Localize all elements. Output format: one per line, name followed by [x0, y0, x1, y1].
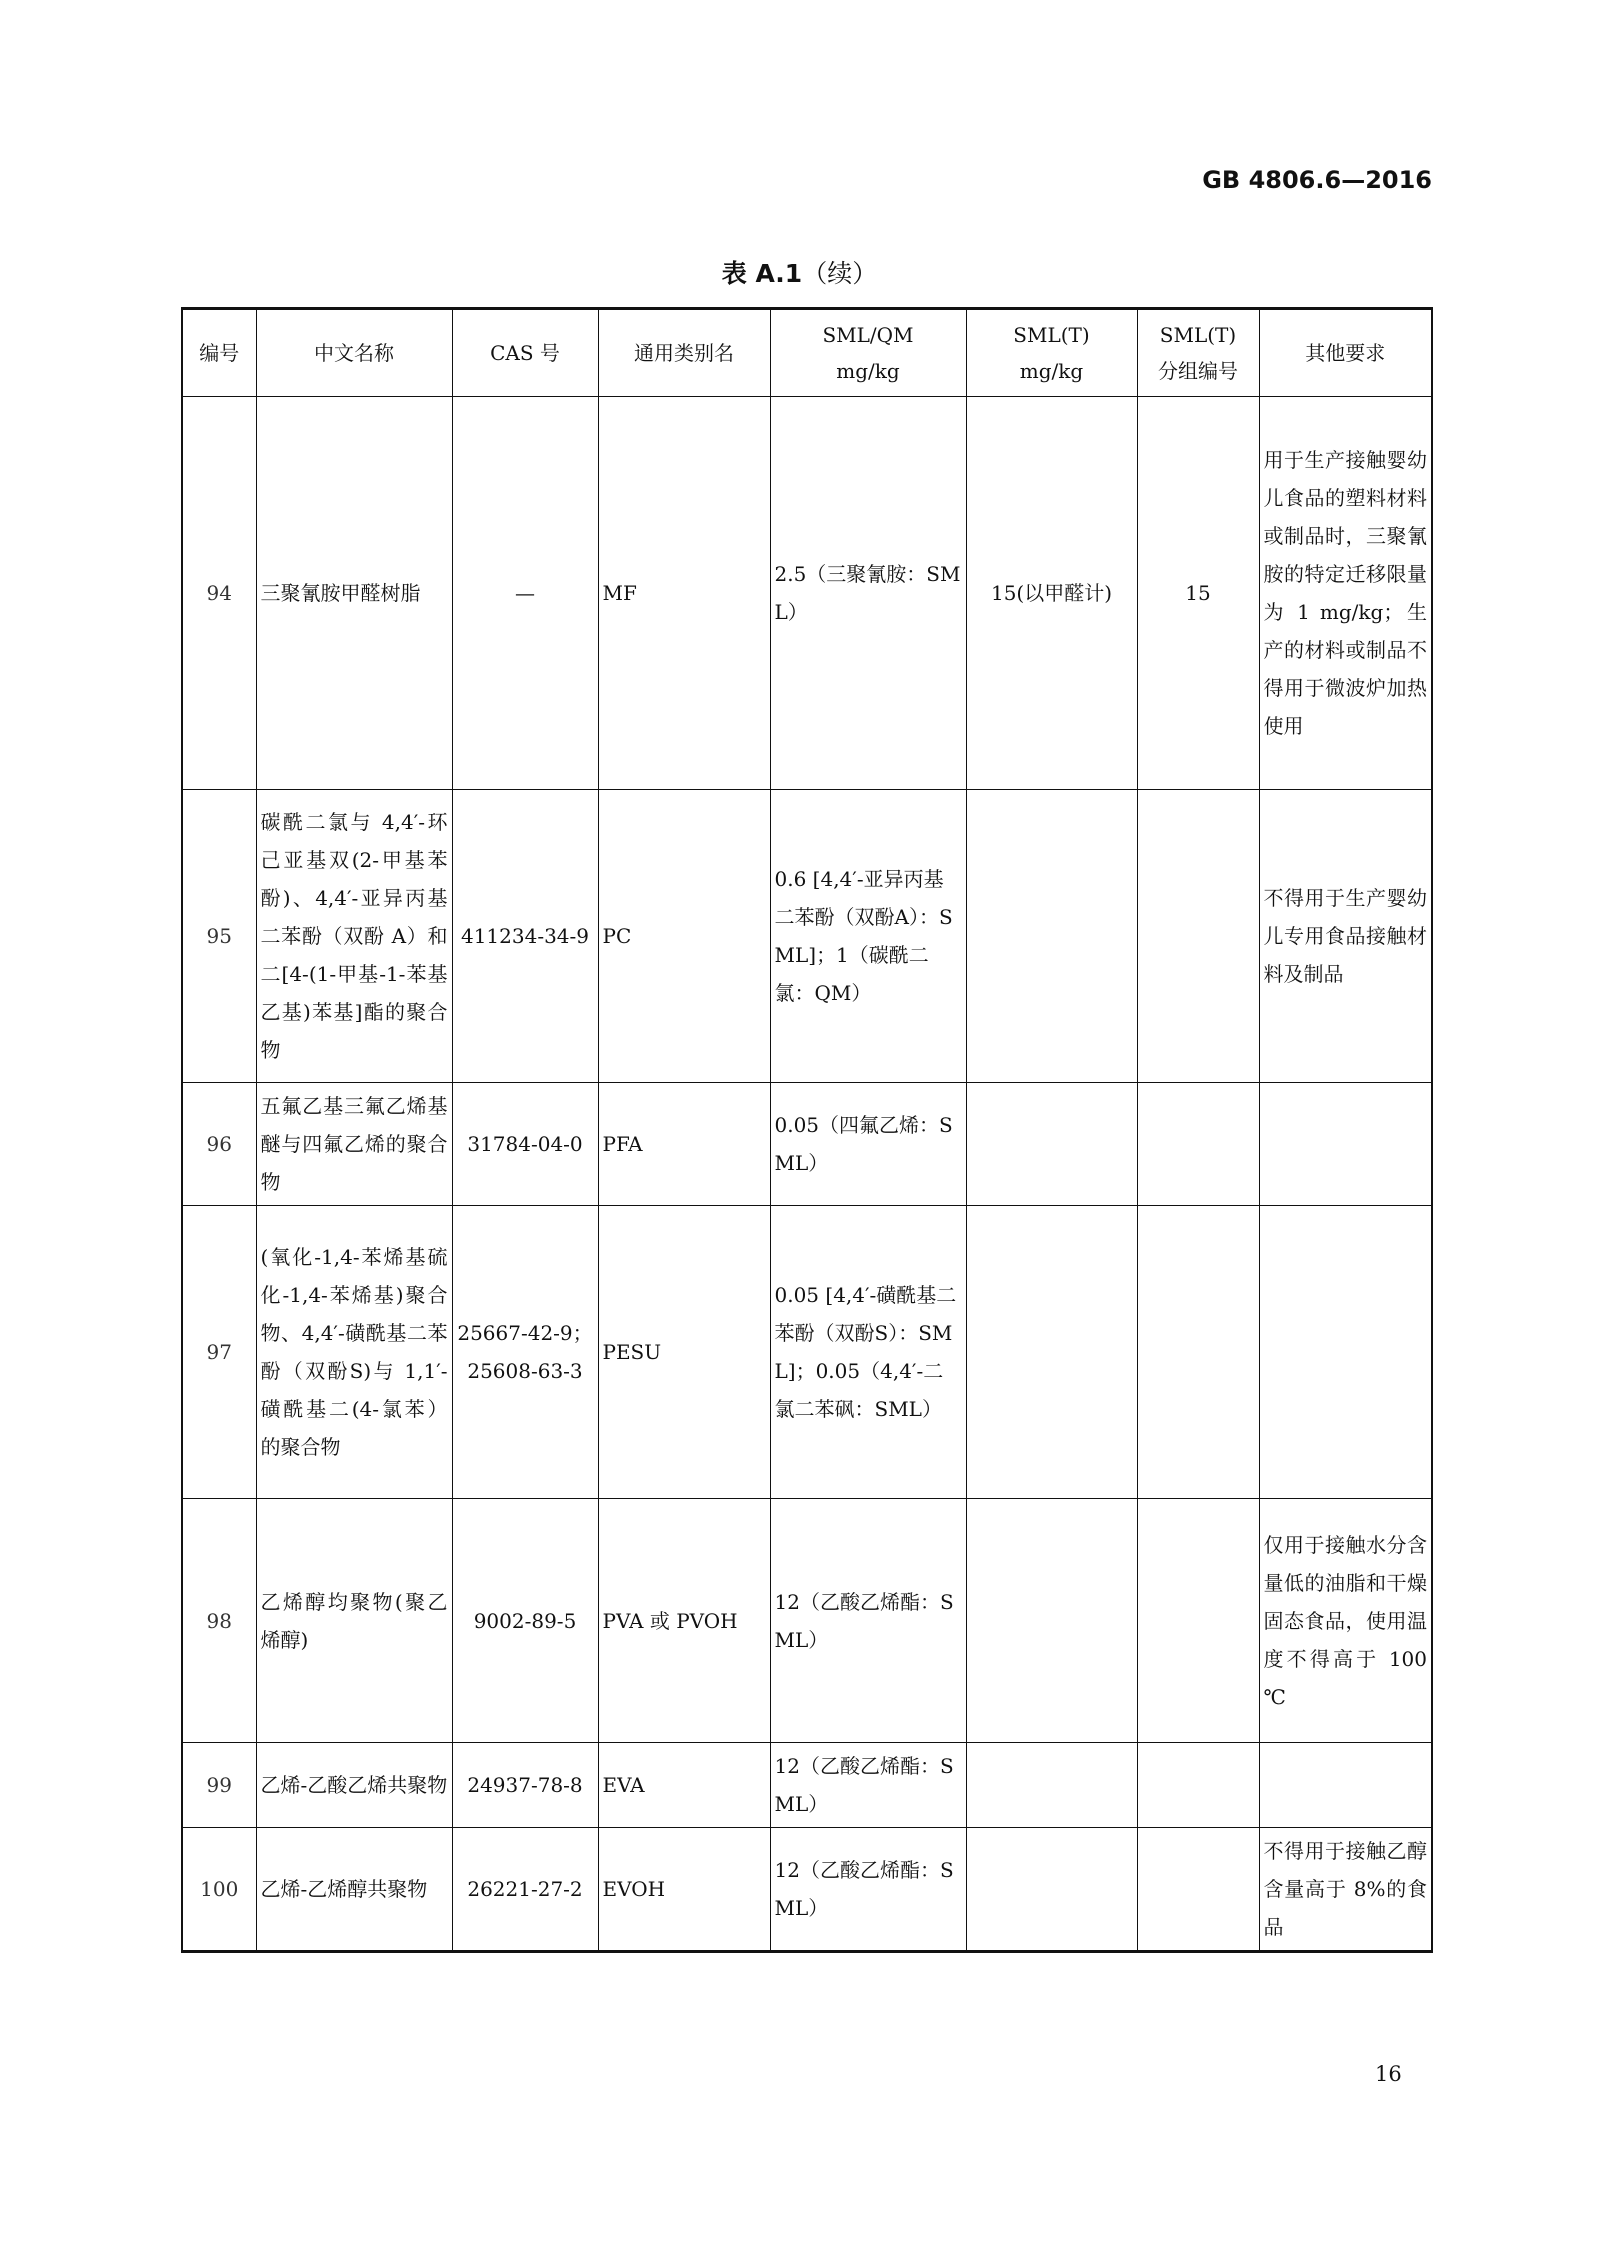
cell-sml-qm: 12（乙酸乙烯酯：SML）: [770, 1743, 966, 1828]
cell-cas: —: [452, 397, 598, 790]
header-num: 编号: [182, 309, 256, 397]
header-other-req: 其他要求: [1259, 309, 1432, 397]
table-row: [182, 1499, 1432, 1743]
cell-num: 99: [182, 1743, 256, 1828]
cell-abbr: PC: [598, 790, 770, 1083]
cell-sml-t: [966, 1499, 1137, 1743]
cell-sml-qm: 12（乙酸乙烯酯：SML）: [770, 1499, 966, 1743]
cell-cas: 25667-42-9；25608-63-3: [452, 1206, 598, 1499]
cell-abbr: MF: [598, 397, 770, 790]
cell-sml-t: [966, 1206, 1137, 1499]
cell-name: 乙烯-乙酸乙烯共聚物: [256, 1743, 452, 1828]
cell-cas: 9002-89-5: [452, 1499, 598, 1743]
header-sml-t-group: SML(T) 分组编号: [1137, 309, 1259, 397]
cell-other-req: 不得用于生产婴幼儿专用食品接触材料及制品: [1259, 790, 1432, 1083]
cell-other-req: [1259, 1083, 1432, 1206]
cell-abbr: PFA: [598, 1083, 770, 1206]
cell-sml-t: 15(以甲醛计): [966, 397, 1137, 790]
header-cas: CAS 号: [452, 309, 598, 397]
table-title: [0, 254, 1599, 290]
cell-other-req: [1259, 1743, 1432, 1828]
table-row: [182, 397, 1432, 790]
cell-cas: 26221-27-2: [452, 1828, 598, 1952]
cell-name: 乙烯-乙烯醇共聚物: [256, 1828, 452, 1952]
cell-sml-t-group: 15: [1137, 397, 1259, 790]
cell-cas: 24937-78-8: [452, 1743, 598, 1828]
cell-sml-t: [966, 1743, 1137, 1828]
table-header-row: [182, 309, 1432, 397]
header-name: 中文名称: [256, 309, 452, 397]
cell-sml-t: [966, 790, 1137, 1083]
cell-sml-qm: 12（乙酸乙烯酯：SML）: [770, 1828, 966, 1952]
cell-sml-qm: 2.5（三聚氰胺：SML）: [770, 397, 966, 790]
page-number: 16: [1375, 2062, 1402, 2086]
cell-num: 94: [182, 397, 256, 790]
table-row: [182, 1743, 1432, 1828]
standard-code: GB 4806.6—2016: [1202, 166, 1432, 194]
substance-table: [181, 307, 1433, 1953]
header-sml-t: SML(T) mg/kg: [966, 309, 1137, 397]
cell-sml-t: [966, 1828, 1137, 1952]
cell-sml-t-group: [1137, 1743, 1259, 1828]
cell-abbr: PVA 或 PVOH: [598, 1499, 770, 1743]
cell-num: 95: [182, 790, 256, 1083]
cell-sml-t-group: [1137, 790, 1259, 1083]
cell-abbr: EVOH: [598, 1828, 770, 1952]
cell-sml-t-group: [1137, 1083, 1259, 1206]
table-row: [182, 1083, 1432, 1206]
cell-sml-qm: 0.6 [4,4′-亚异丙基二苯酚（双酚A）：SML]；1（碳酰二氯：QM）: [770, 790, 966, 1083]
cell-num: 97: [182, 1206, 256, 1499]
cell-sml-qm: 0.05（四氟乙烯：SML）: [770, 1083, 966, 1206]
table-row: [182, 1206, 1432, 1499]
cell-cas: 31784-04-0: [452, 1083, 598, 1206]
cell-name: (氧化-1,4-苯烯基硫化-1,4-苯烯基)聚合物、4,4′-磺酰基二苯酚（双酚S)与 1,1′-磺酰基二(4-氯苯）的聚合物: [256, 1206, 452, 1499]
cell-cas: 411234-34-9: [452, 790, 598, 1083]
table-row: [182, 790, 1432, 1083]
header-sml-qm: SML/QM mg/kg: [770, 309, 966, 397]
cell-other-req: [1259, 1206, 1432, 1499]
cell-name: 五氟乙基三氟乙烯基醚与四氟乙烯的聚合物: [256, 1083, 452, 1206]
cell-other-req: 不得用于接触乙醇含量高于 8%的食品: [1259, 1828, 1432, 1952]
header-abbr: 通用类别名: [598, 309, 770, 397]
cell-sml-t-group: [1137, 1499, 1259, 1743]
cell-sml-t-group: [1137, 1206, 1259, 1499]
cell-num: 96: [182, 1083, 256, 1206]
cell-other-req: 用于生产接触婴幼儿食品的塑料材料或制品时，三聚氰胺的特定迁移限量为 1 mg/kg；生产的材料或制品不得用于微波炉加热使用: [1259, 397, 1432, 790]
cell-num: 100: [182, 1828, 256, 1952]
cell-sml-t: [966, 1083, 1137, 1206]
cell-other-req: 仅用于接触水分含量低的油脂和干燥固态食品，使用温度不得高于 100 ℃: [1259, 1499, 1432, 1743]
cell-name: 乙烯醇均聚物(聚乙烯醇): [256, 1499, 452, 1743]
cell-name: 碳酰二氯与 4,4′-环己亚基双(2-甲基苯酚)、4,4′-亚异丙基二苯酚（双酚 A）和二[4-(1-甲基-1-苯基乙基)苯基]酯的聚合物: [256, 790, 452, 1083]
cell-num: 98: [182, 1499, 256, 1743]
table-row: [182, 1828, 1432, 1952]
cell-sml-t-group: [1137, 1828, 1259, 1952]
cell-sml-qm: 0.05 [4,4′-磺酰基二苯酚（双酚S）：SML]；0.05（4,4′-二氯二苯砜：SML）: [770, 1206, 966, 1499]
cell-abbr: PESU: [598, 1206, 770, 1499]
table-title-suffix: （续）: [802, 259, 878, 288]
table-title-label: 表 A.1: [721, 259, 803, 288]
cell-name: 三聚氰胺甲醛树脂: [256, 397, 452, 790]
cell-abbr: EVA: [598, 1743, 770, 1828]
